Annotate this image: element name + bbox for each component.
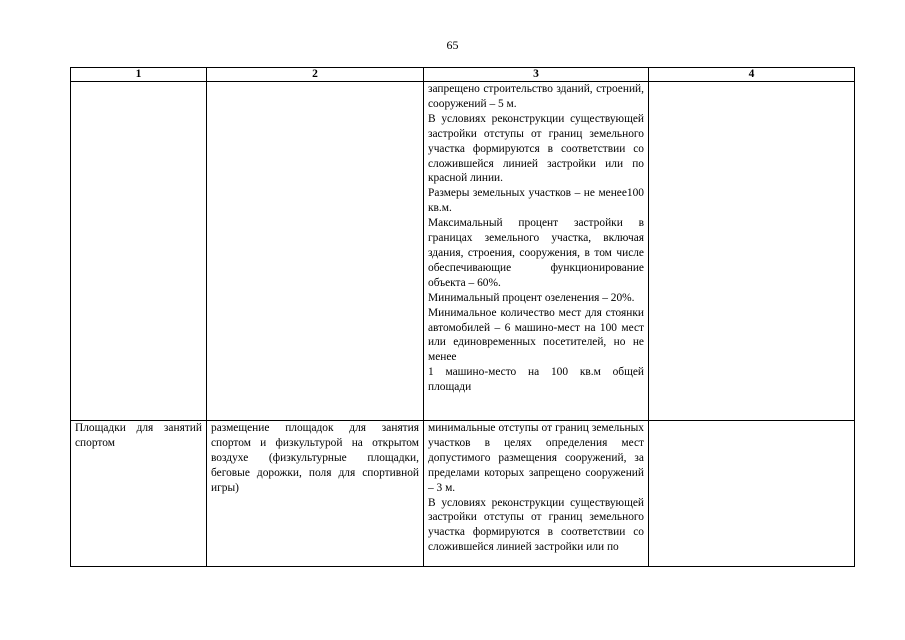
parameter-paragraph: 1 машино-место на 100 кв.м общей площади xyxy=(428,366,644,394)
column-header-3: 3 xyxy=(424,68,649,82)
cell-notes xyxy=(649,82,855,421)
use-type-name: Площадки для занятий спортом xyxy=(75,422,202,449)
cell-notes xyxy=(649,421,855,567)
parameter-paragraph: В условиях реконструкции существующей застройки отступы от границ земельного участка формируются в соответствии со сложившейся линией застройки или по красной линии. xyxy=(428,112,644,185)
column-header-1: 1 xyxy=(71,68,207,82)
cell-use-description xyxy=(207,82,424,421)
table-header-row xyxy=(71,68,855,82)
parameter-paragraph: Максимальный процент застройки в границах земельного участка, включая здания, строения, сооружения, в том числе обеспечивающие функционирование объекта – 60%. xyxy=(428,217,644,289)
column-header-2: 2 xyxy=(207,68,424,82)
parameter-paragraph: минимальные отступы от границ земельных участков в целях определения мест допустимого размещения сооружений, за пределами которых запрещено сооружений – 3 м. xyxy=(428,422,644,494)
parameter-paragraph: запрещено строительство зданий, строений, сооружений – 5 м. xyxy=(428,83,644,110)
cell-parameters xyxy=(424,421,649,567)
parameter-paragraph: Минимальный процент озеленения – 20%. xyxy=(428,291,635,304)
parameter-paragraph: Размеры земельных участков – не менее100 кв.м. xyxy=(428,187,644,215)
column-header-4: 4 xyxy=(649,68,855,82)
cell-use-type xyxy=(71,421,207,567)
cell-use-type xyxy=(71,82,207,421)
use-description-text: размещение площадок для занятия спортом и физкультурой на открытом воздухе (физкультурные площадки, беговые дорожки, поля для спортивной игры) xyxy=(211,422,419,494)
cell-use-description xyxy=(207,421,424,567)
parameter-paragraph: В условиях реконструкции существующей застройки отступы от границ земельного участка формируются в соответствии со сложившейся линией застройки или по xyxy=(428,496,644,554)
table-row xyxy=(71,421,855,567)
regulations-table xyxy=(70,67,855,567)
page-number: 65 xyxy=(446,38,459,52)
parameter-paragraph: Минимальное количество мест для стоянки автомобилей – 6 машино-мест на 100 мест или единовременных посетителей, но не менее xyxy=(428,306,644,364)
table-row xyxy=(71,82,855,421)
cell-parameters xyxy=(424,82,649,421)
